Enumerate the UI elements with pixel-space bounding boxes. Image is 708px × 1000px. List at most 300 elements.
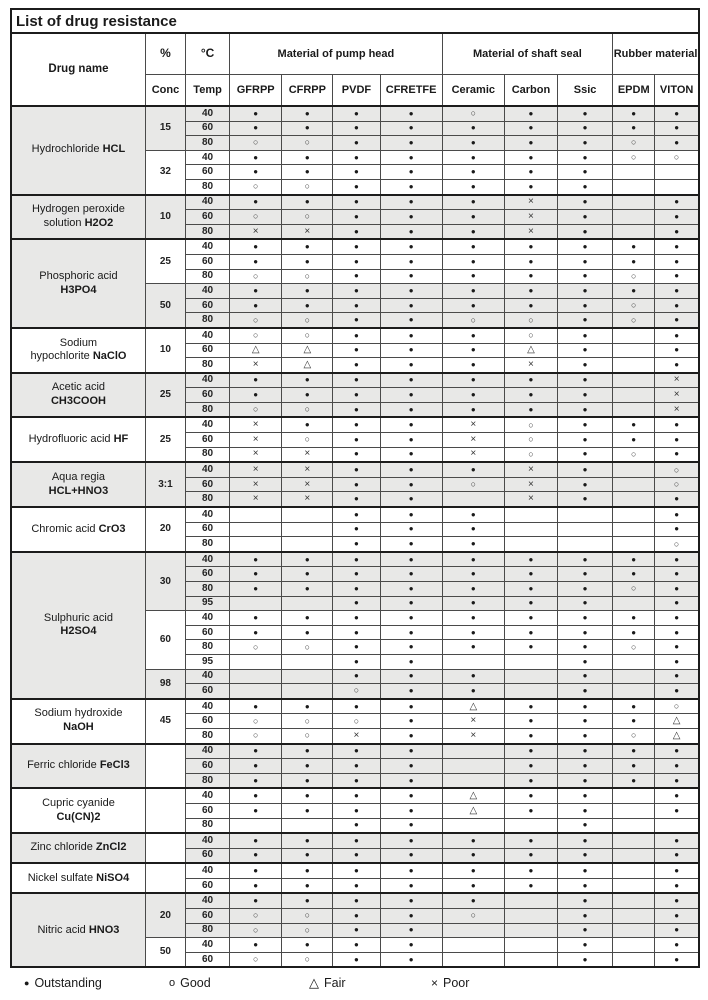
temp-cell: 40 <box>186 699 230 714</box>
rating-outstanding: ● <box>380 818 442 833</box>
rating-fair: △ <box>282 343 333 358</box>
rating-outstanding: ● <box>380 388 442 403</box>
rating-outstanding: ● <box>442 224 504 239</box>
drug-name-cell: Hydrogen peroxide solution H2O2 <box>11 195 145 240</box>
rating-poor: × <box>442 417 504 432</box>
temp-cell: 40 <box>186 195 230 210</box>
rating-outstanding: ● <box>655 313 699 328</box>
table-body <box>11 106 699 967</box>
temp-cell: 80 <box>186 923 230 938</box>
temp-cell: 60 <box>186 759 230 774</box>
rating-outstanding: ● <box>333 417 380 432</box>
rating-empty <box>230 669 282 684</box>
col-header-viton: VITON <box>655 75 699 107</box>
rating-empty <box>282 596 333 611</box>
rating-outstanding: ● <box>282 893 333 908</box>
rating-outstanding: ● <box>380 669 442 684</box>
rating-outstanding: ● <box>333 625 380 640</box>
rating-outstanding: ● <box>558 284 613 299</box>
col-header-cfretfe: CFRETFE <box>380 75 442 107</box>
rating-outstanding: ● <box>380 224 442 239</box>
rating-outstanding: ● <box>230 803 282 818</box>
rating-outstanding: ● <box>558 462 613 477</box>
rating-outstanding: ● <box>558 552 613 567</box>
rating-outstanding: ● <box>333 938 380 953</box>
rating-outstanding: ● <box>558 388 613 403</box>
rating-good: ○ <box>655 150 699 165</box>
temp-cell: 95 <box>186 596 230 611</box>
rating-good: ○ <box>613 582 655 597</box>
rating-outstanding: ● <box>504 121 557 136</box>
rating-good: ○ <box>504 313 557 328</box>
rating-outstanding: ● <box>442 343 504 358</box>
rating-outstanding: ● <box>380 938 442 953</box>
rating-good: ○ <box>230 923 282 938</box>
rating-outstanding: ● <box>655 923 699 938</box>
rating-empty <box>613 492 655 507</box>
rating-outstanding: ● <box>504 863 557 878</box>
temp-cell: 80 <box>186 582 230 597</box>
temp-cell: 80 <box>186 313 230 328</box>
rating-outstanding: ● <box>613 121 655 136</box>
rating-outstanding: ● <box>333 522 380 537</box>
header-row-1 <box>11 33 699 75</box>
rating-outstanding: ● <box>558 195 613 210</box>
rating-outstanding: ● <box>333 582 380 597</box>
rating-outstanding: ● <box>333 640 380 655</box>
drug-name-cell: Ferric chloride FeCl3 <box>11 744 145 789</box>
conc-cell: 10 <box>145 195 185 240</box>
rating-outstanding: ● <box>333 343 380 358</box>
rating-outstanding: ● <box>655 744 699 759</box>
rating-good: ○ <box>282 433 333 448</box>
rating-outstanding: ● <box>380 179 442 194</box>
rating-good: ○ <box>282 714 333 729</box>
rating-outstanding: ● <box>380 373 442 388</box>
rating-outstanding: ● <box>333 803 380 818</box>
rating-outstanding: ● <box>655 909 699 924</box>
legend-item-fair <box>309 975 431 991</box>
rating-outstanding: ● <box>558 640 613 655</box>
rating-empty <box>613 358 655 373</box>
rating-outstanding: ● <box>504 788 557 803</box>
col-header-epdm: EPDM <box>613 75 655 107</box>
temp-cell: 80 <box>186 269 230 284</box>
rating-fair: △ <box>442 788 504 803</box>
rating-outstanding: ● <box>655 121 699 136</box>
rating-empty <box>230 537 282 552</box>
rating-outstanding: ● <box>504 596 557 611</box>
temp-cell: 60 <box>186 878 230 893</box>
rating-outstanding: ● <box>380 893 442 908</box>
rating-outstanding: ● <box>655 343 699 358</box>
temp-cell: 80 <box>186 773 230 788</box>
col-group-pump-head: Material of pump head <box>230 33 443 75</box>
temp-cell: 60 <box>186 477 230 492</box>
col-header-ceramic: Ceramic <box>442 75 504 107</box>
rating-outstanding: ● <box>230 284 282 299</box>
rating-outstanding: ● <box>282 373 333 388</box>
rating-outstanding: ● <box>442 373 504 388</box>
rating-outstanding: ● <box>504 298 557 313</box>
rating-outstanding: ● <box>333 388 380 403</box>
legend-item-good <box>169 976 309 990</box>
rating-outstanding: ● <box>504 625 557 640</box>
rating-good: ○ <box>613 640 655 655</box>
temp-cell: 60 <box>186 952 230 967</box>
rating-outstanding: ● <box>442 537 504 552</box>
rating-poor: × <box>504 462 557 477</box>
rating-outstanding: ● <box>380 640 442 655</box>
rating-outstanding: ● <box>558 952 613 967</box>
rating-outstanding: ● <box>282 759 333 774</box>
rating-poor: × <box>504 210 557 225</box>
rating-empty <box>504 952 557 967</box>
rating-good: ○ <box>504 417 557 432</box>
rating-outstanding: ● <box>282 848 333 863</box>
rating-outstanding: ● <box>558 848 613 863</box>
rating-empty <box>282 684 333 699</box>
rating-good: ○ <box>282 728 333 743</box>
rating-outstanding: ● <box>333 878 380 893</box>
conc-cell: 15 <box>145 106 185 150</box>
rating-outstanding: ● <box>655 284 699 299</box>
rating-outstanding: ● <box>230 759 282 774</box>
rating-empty <box>613 224 655 239</box>
rating-outstanding: ● <box>613 284 655 299</box>
rating-outstanding: ● <box>504 640 557 655</box>
rating-empty <box>613 165 655 180</box>
rating-outstanding: ● <box>380 165 442 180</box>
rating-poor: × <box>655 373 699 388</box>
rating-outstanding: ● <box>558 818 613 833</box>
rating-empty <box>613 402 655 417</box>
rating-outstanding: ● <box>442 848 504 863</box>
temp-cell: 40 <box>186 611 230 626</box>
rating-outstanding: ● <box>380 269 442 284</box>
temp-cell: 60 <box>186 343 230 358</box>
conc-cell: 10 <box>145 328 185 373</box>
rating-outstanding: ● <box>333 552 380 567</box>
rating-outstanding: ● <box>558 625 613 640</box>
rating-fair: △ <box>504 343 557 358</box>
rating-outstanding: ● <box>558 684 613 699</box>
rating-outstanding: ● <box>380 298 442 313</box>
rating-outstanding: ● <box>655 358 699 373</box>
rating-outstanding: ● <box>333 848 380 863</box>
temp-cell: 80 <box>186 640 230 655</box>
rating-empty <box>613 818 655 833</box>
rating-outstanding: ● <box>282 582 333 597</box>
rating-good: ○ <box>230 328 282 343</box>
temp-cell: 60 <box>186 625 230 640</box>
col-header-drug-name: Drug name <box>11 33 145 106</box>
rating-outstanding: ● <box>380 848 442 863</box>
temp-cell: 40 <box>186 328 230 343</box>
temp-cell: 40 <box>186 507 230 522</box>
rating-outstanding: ● <box>333 313 380 328</box>
rating-outstanding: ● <box>655 640 699 655</box>
temp-cell: 60 <box>186 433 230 448</box>
rating-outstanding: ● <box>380 284 442 299</box>
rating-empty <box>613 863 655 878</box>
rating-empty <box>442 492 504 507</box>
temp-cell: 80 <box>186 728 230 743</box>
rating-outstanding: ● <box>442 136 504 151</box>
col-header-conc: Conc <box>145 75 185 107</box>
rating-outstanding: ● <box>282 567 333 582</box>
rating-empty <box>613 343 655 358</box>
rating-outstanding: ● <box>558 313 613 328</box>
table-row <box>11 195 699 210</box>
table-row <box>11 833 699 848</box>
rating-outstanding: ● <box>504 803 557 818</box>
rating-good: ○ <box>442 909 504 924</box>
rating-outstanding: ● <box>333 833 380 848</box>
rating-outstanding: ● <box>282 878 333 893</box>
rating-outstanding: ● <box>282 863 333 878</box>
rating-empty <box>613 952 655 967</box>
rating-outstanding: ● <box>558 893 613 908</box>
rating-outstanding: ● <box>558 582 613 597</box>
rating-outstanding: ● <box>380 714 442 729</box>
rating-outstanding: ● <box>558 417 613 432</box>
rating-poor: × <box>282 447 333 462</box>
rating-outstanding: ● <box>558 402 613 417</box>
rating-empty <box>613 788 655 803</box>
rating-outstanding: ● <box>333 284 380 299</box>
rating-outstanding: ● <box>333 788 380 803</box>
rating-outstanding: ● <box>230 298 282 313</box>
rating-poor: × <box>442 714 504 729</box>
rating-outstanding: ● <box>655 878 699 893</box>
rating-empty <box>613 537 655 552</box>
title-row <box>11 9 699 33</box>
rating-outstanding: ● <box>558 699 613 714</box>
temp-cell: 40 <box>186 150 230 165</box>
rating-outstanding: ● <box>380 150 442 165</box>
rating-outstanding: ● <box>558 923 613 938</box>
rating-good: ○ <box>613 269 655 284</box>
drug-name-cell: Sodium hypochlorite NaClO <box>11 328 145 373</box>
rating-good: ○ <box>230 269 282 284</box>
rating-outstanding: ● <box>442 210 504 225</box>
rating-outstanding: ● <box>655 224 699 239</box>
rating-outstanding: ● <box>442 358 504 373</box>
rating-empty <box>442 744 504 759</box>
rating-good: ○ <box>282 179 333 194</box>
rating-empty <box>504 537 557 552</box>
rating-good: ○ <box>282 210 333 225</box>
rating-outstanding: ● <box>333 699 380 714</box>
rating-outstanding: ● <box>655 803 699 818</box>
rating-outstanding: ● <box>333 909 380 924</box>
rating-outstanding: ● <box>230 567 282 582</box>
rating-outstanding: ● <box>558 669 613 684</box>
rating-empty <box>613 833 655 848</box>
rating-outstanding: ● <box>230 239 282 254</box>
rating-outstanding: ● <box>333 150 380 165</box>
rating-outstanding: ● <box>230 582 282 597</box>
rating-outstanding: ● <box>558 269 613 284</box>
rating-poor: × <box>230 433 282 448</box>
conc-cell: 30 <box>145 552 185 611</box>
rating-empty <box>230 507 282 522</box>
drug-resistance-table <box>10 8 700 968</box>
legend <box>24 975 708 991</box>
rating-empty <box>558 522 613 537</box>
rating-outstanding: ● <box>380 522 442 537</box>
rating-outstanding: ● <box>504 269 557 284</box>
temp-cell: 60 <box>186 522 230 537</box>
rating-outstanding: ● <box>380 537 442 552</box>
rating-good: ○ <box>230 136 282 151</box>
rating-good: ○ <box>230 640 282 655</box>
rating-outstanding: ● <box>504 611 557 626</box>
rating-empty <box>504 923 557 938</box>
rating-outstanding: ● <box>442 179 504 194</box>
rating-poor: × <box>504 358 557 373</box>
rating-outstanding: ● <box>333 328 380 343</box>
rating-empty <box>282 818 333 833</box>
rating-outstanding: ● <box>558 878 613 893</box>
rating-outstanding: ● <box>230 893 282 908</box>
table-row <box>11 699 699 714</box>
rating-outstanding: ● <box>333 818 380 833</box>
rating-good: ○ <box>655 462 699 477</box>
rating-outstanding: ● <box>613 552 655 567</box>
rating-empty <box>504 893 557 908</box>
rating-empty <box>282 669 333 684</box>
rating-poor: × <box>442 433 504 448</box>
rating-empty <box>558 537 613 552</box>
legend-label: Outstanding <box>34 976 102 991</box>
legend-label: Good <box>180 976 211 991</box>
table-row <box>11 239 699 254</box>
rating-outstanding: ● <box>380 136 442 151</box>
rating-outstanding: ● <box>655 625 699 640</box>
rating-outstanding: ● <box>655 136 699 151</box>
drug-name-cell: Aqua regia HCL+HNO3 <box>11 462 145 507</box>
rating-outstanding: ● <box>504 833 557 848</box>
rating-outstanding: ● <box>655 684 699 699</box>
rating-outstanding: ● <box>442 833 504 848</box>
rating-outstanding: ● <box>442 284 504 299</box>
rating-outstanding: ● <box>442 893 504 908</box>
col-header-pvdf: PVDF <box>333 75 380 107</box>
rating-outstanding: ● <box>380 447 442 462</box>
rating-outstanding: ● <box>230 611 282 626</box>
rating-outstanding: ● <box>558 788 613 803</box>
rating-outstanding: ● <box>504 150 557 165</box>
rating-empty <box>230 684 282 699</box>
rating-outstanding: ● <box>558 343 613 358</box>
rating-empty <box>230 596 282 611</box>
table-row <box>11 893 699 908</box>
table-row <box>11 373 699 388</box>
rating-empty <box>504 938 557 953</box>
drug-name-cell: Acetic acid CH3COOH <box>11 373 145 418</box>
rating-outstanding: ● <box>442 195 504 210</box>
conc-cell: 25 <box>145 417 185 462</box>
conc-cell: 50 <box>145 938 185 968</box>
rating-good: ○ <box>282 640 333 655</box>
temp-cell: 60 <box>186 684 230 699</box>
good-icon: o <box>169 977 176 990</box>
rating-outstanding: ● <box>230 699 282 714</box>
rating-outstanding: ● <box>442 462 504 477</box>
rating-empty <box>655 818 699 833</box>
rating-outstanding: ● <box>655 788 699 803</box>
rating-outstanding: ● <box>380 254 442 269</box>
table-row <box>11 744 699 759</box>
rating-empty <box>613 328 655 343</box>
rating-empty <box>442 818 504 833</box>
table-row <box>11 552 699 567</box>
legend-item-poor <box>431 976 541 990</box>
rating-outstanding: ● <box>558 744 613 759</box>
rating-outstanding: ● <box>613 417 655 432</box>
rating-outstanding: ● <box>504 284 557 299</box>
rating-outstanding: ● <box>655 759 699 774</box>
rating-poor: × <box>504 224 557 239</box>
rating-poor: × <box>230 224 282 239</box>
temp-cell: 80 <box>186 818 230 833</box>
temp-cell: 40 <box>186 239 230 254</box>
rating-poor: × <box>504 195 557 210</box>
rating-outstanding: ● <box>333 669 380 684</box>
rating-outstanding: ● <box>380 239 442 254</box>
rating-outstanding: ● <box>442 269 504 284</box>
rating-outstanding: ● <box>230 788 282 803</box>
rating-outstanding: ● <box>333 195 380 210</box>
rating-outstanding: ● <box>380 684 442 699</box>
rating-outstanding: ● <box>442 552 504 567</box>
rating-outstanding: ● <box>558 254 613 269</box>
rating-outstanding: ● <box>282 417 333 432</box>
conc-cell: 32 <box>145 150 185 194</box>
rating-outstanding: ● <box>558 224 613 239</box>
rating-outstanding: ● <box>655 611 699 626</box>
rating-outstanding: ● <box>333 863 380 878</box>
rating-outstanding: ● <box>380 759 442 774</box>
rating-outstanding: ● <box>613 699 655 714</box>
rating-outstanding: ● <box>613 773 655 788</box>
temp-cell: 60 <box>186 165 230 180</box>
temp-cell: 80 <box>186 447 230 462</box>
rating-empty <box>282 654 333 669</box>
table-row <box>11 507 699 522</box>
rating-empty <box>613 477 655 492</box>
rating-poor: × <box>442 728 504 743</box>
rating-good: ○ <box>230 179 282 194</box>
conc-cell <box>145 744 185 789</box>
rating-good: ○ <box>230 728 282 743</box>
page-title: List of drug resistance <box>11 9 699 33</box>
rating-outstanding: ● <box>558 863 613 878</box>
rating-good: ○ <box>282 402 333 417</box>
rating-good: ○ <box>504 433 557 448</box>
rating-outstanding: ● <box>558 121 613 136</box>
temp-cell: 60 <box>186 388 230 403</box>
rating-outstanding: ● <box>504 136 557 151</box>
rating-outstanding: ● <box>655 893 699 908</box>
rating-outstanding: ● <box>380 923 442 938</box>
rating-outstanding: ● <box>380 195 442 210</box>
temp-cell: 40 <box>186 284 230 299</box>
rating-fair: △ <box>230 343 282 358</box>
rating-outstanding: ● <box>230 552 282 567</box>
